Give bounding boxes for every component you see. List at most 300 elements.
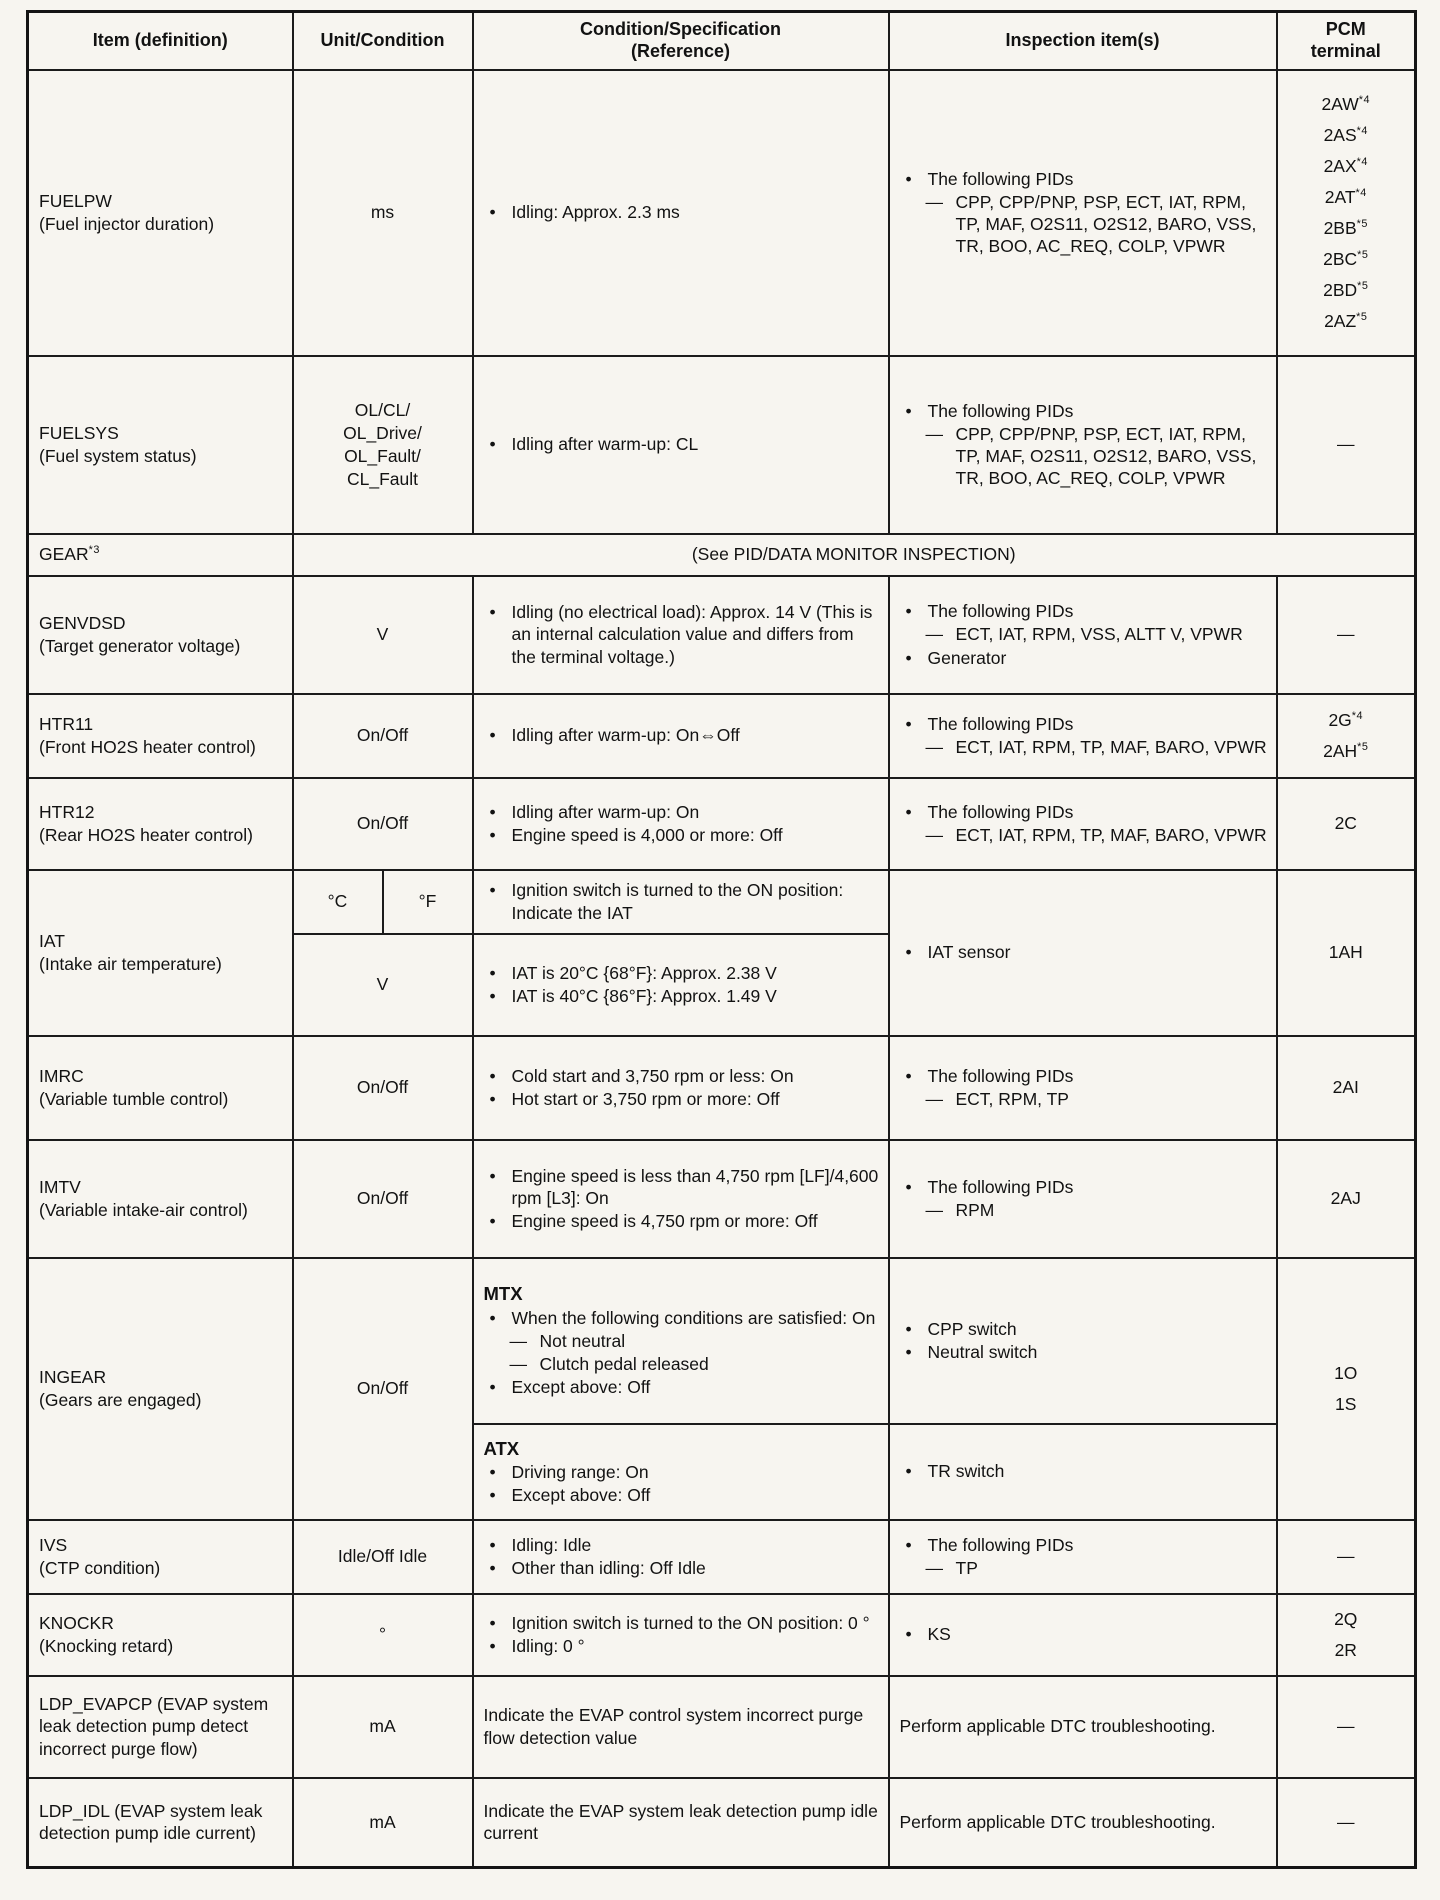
unit-celsius: °C xyxy=(327,891,348,912)
row-ivs xyxy=(28,1520,1416,1594)
list-item xyxy=(482,985,880,1007)
list-item-text: 2AH xyxy=(1323,741,1358,761)
bullet-marker: • xyxy=(489,1612,496,1633)
list-item xyxy=(482,201,880,223)
item-name xyxy=(39,543,284,565)
list-item xyxy=(898,647,1268,669)
cell-spec xyxy=(473,778,889,870)
list-item-text: MTX xyxy=(483,1283,523,1305)
bullet-marker: • xyxy=(489,1211,496,1232)
bullet-marker: • xyxy=(489,1485,496,1506)
terminal-superscript: *4 xyxy=(1356,155,1368,168)
terminal-superscript: *5 xyxy=(1356,311,1368,324)
item-name: IAT xyxy=(39,931,65,952)
dash-marker: — xyxy=(925,1089,943,1109)
item-definition: (Variable tumble control) xyxy=(39,1088,229,1109)
list-item-text: 2AX xyxy=(1323,155,1357,176)
cell-spec xyxy=(473,1520,889,1594)
list-item xyxy=(1280,1807,1413,1837)
list-item xyxy=(1280,244,1413,274)
cell-item xyxy=(28,1258,293,1520)
cell-spec xyxy=(473,934,889,1036)
bullet-marker: • xyxy=(905,1534,912,1555)
bullet-marker: • xyxy=(905,1176,912,1197)
list-item-text: ECT, RPM, TP xyxy=(955,1089,1069,1109)
cell-inspection xyxy=(889,576,1277,694)
cell-inspection xyxy=(889,1036,1277,1140)
cell-inspection xyxy=(889,870,1277,1036)
bullet-marker: • xyxy=(905,1624,912,1645)
cell-pcm-terminal xyxy=(1277,1520,1416,1594)
cell-unit xyxy=(293,356,473,534)
list-item xyxy=(898,168,1268,190)
bullet-marker: • xyxy=(905,168,912,189)
list-item-text: CL_Fault xyxy=(346,469,418,490)
bullet-marker: • xyxy=(905,1318,912,1339)
row-imtv xyxy=(28,1140,1416,1258)
cell-item xyxy=(28,694,293,778)
list-item-text: Neutral switch xyxy=(927,1342,1038,1362)
item-definition: (Fuel injector duration) xyxy=(39,213,215,234)
cell-inspection xyxy=(889,1594,1277,1676)
row-gear xyxy=(28,534,1416,576)
list-item xyxy=(898,1534,1268,1556)
cell-item xyxy=(28,1140,293,1258)
list-item-text: IAT is 20°C {68°F}: Approx. 2.38 V xyxy=(511,962,777,983)
list-item xyxy=(898,423,1268,490)
list-item-text: The following PIDs xyxy=(927,713,1074,734)
list-item-text: Other than idling: Off Idle xyxy=(511,1558,706,1578)
cell-pcm-terminal xyxy=(1277,1258,1416,1520)
list-item-text: Engine speed is 4,000 or more: Off xyxy=(511,825,783,845)
list-item-text: IAT is 40°C {86°F}: Approx. 1.49 V xyxy=(511,986,777,1006)
list-item xyxy=(898,1460,1268,1482)
cell-unit: mA xyxy=(293,1778,473,1868)
cell-inspection-atx xyxy=(889,1424,1277,1520)
cell-item xyxy=(28,1520,293,1594)
list-item xyxy=(898,1341,1268,1363)
dash-marker: — xyxy=(925,737,943,757)
list-item-text: Idling: 0 ° xyxy=(511,1636,585,1656)
list-item xyxy=(1280,213,1413,243)
terminal-superscript: *4 xyxy=(1355,187,1367,200)
cell-unit: On/Off xyxy=(293,1140,473,1258)
list-item-text: — xyxy=(1337,1812,1355,1833)
cell-inspection xyxy=(889,356,1277,534)
list-item xyxy=(482,1376,880,1398)
list-item-text: Engine speed is less than 4,750 rpm [LF]/4,600 rpm [L3]: On xyxy=(511,1165,879,1208)
cell-spec xyxy=(473,70,889,356)
cell-inspection xyxy=(889,1140,1277,1258)
bullet-marker: • xyxy=(489,202,496,223)
list-item-text: — xyxy=(1337,1546,1355,1567)
terminal-superscript: *4 xyxy=(1356,124,1368,137)
list-item-text: Cold start and 3,750 rpm or less: On xyxy=(511,1065,794,1086)
dash-marker: — xyxy=(509,1354,527,1375)
list-item xyxy=(898,1199,1268,1221)
list-item-text: — xyxy=(1337,624,1355,645)
list-item xyxy=(1280,89,1413,119)
list-item-text: IAT sensor xyxy=(927,942,1011,963)
list-item xyxy=(898,1088,1268,1110)
item-definition: (CTP condition) xyxy=(39,1557,161,1578)
list-item-text: Except above: Off xyxy=(511,1377,651,1398)
list-item-text: Perform applicable DTC troubleshooting. xyxy=(899,1812,1216,1833)
cell-pcm-terminal xyxy=(1277,1676,1416,1778)
bullet-marker: • xyxy=(489,1462,496,1483)
cell-inspection xyxy=(889,1778,1277,1868)
item-definition: (Front HO2S heater control) xyxy=(39,736,256,757)
list-item-text: When the following conditions are satisfied: On xyxy=(511,1307,876,1328)
item-name: GENVDSD xyxy=(39,613,126,634)
list-item xyxy=(482,1534,880,1556)
list-item xyxy=(1280,1072,1413,1102)
list-item xyxy=(300,422,466,444)
list-item xyxy=(482,1704,880,1748)
list-item-text: Perform applicable DTC troubleshooting. xyxy=(899,1716,1216,1737)
list-item xyxy=(482,879,880,923)
list-item xyxy=(1280,736,1413,766)
list-item-text: 2BC xyxy=(1323,249,1358,270)
col-header-pcm xyxy=(1277,12,1416,70)
list-item xyxy=(482,1800,880,1844)
cell-item xyxy=(28,778,293,870)
item-definition: (Knocking retard) xyxy=(39,1635,174,1656)
header-row xyxy=(28,12,1416,70)
bullet-marker: • xyxy=(905,601,912,622)
list-item xyxy=(482,824,880,846)
cell-pcm-terminal xyxy=(1277,1140,1416,1258)
bullet-marker: • xyxy=(905,1342,912,1362)
list-item xyxy=(482,1484,880,1506)
cell-inspection xyxy=(889,1676,1277,1778)
dash-marker: — xyxy=(925,1200,943,1220)
list-item-text: KS xyxy=(927,1624,951,1645)
list-item-text: TR switch xyxy=(927,1461,1005,1482)
list-item xyxy=(482,1210,880,1232)
bullet-marker: • xyxy=(489,434,496,455)
terminal-superscript: *5 xyxy=(1356,218,1368,231)
list-item-text: — xyxy=(1337,1716,1355,1737)
bullet-marker: • xyxy=(489,801,496,822)
row-imrc xyxy=(28,1036,1416,1140)
list-item xyxy=(1280,120,1413,150)
list-item xyxy=(898,1715,1268,1737)
cell-spec-atx xyxy=(473,1424,889,1520)
list-item-text: — xyxy=(1337,434,1355,455)
item-definition: (Variable intake-air control) xyxy=(39,1199,248,1220)
terminal-superscript: *5 xyxy=(1357,280,1369,293)
list-item xyxy=(1280,182,1413,212)
list-item xyxy=(898,801,1268,823)
list-item xyxy=(898,713,1268,735)
item-definition: (Gears are engaged) xyxy=(39,1389,202,1410)
list-item xyxy=(1280,1711,1413,1741)
bullet-marker: • xyxy=(905,942,912,963)
row-ldp-evapcp xyxy=(28,1676,1416,1778)
cell-unit-temperature xyxy=(293,870,473,934)
list-item xyxy=(482,1437,880,1460)
bullet-marker: • xyxy=(905,1065,912,1086)
list-item xyxy=(482,1088,880,1110)
item-definition: (Target generator voltage) xyxy=(39,635,241,656)
cell-item xyxy=(28,1778,293,1868)
cell-pcm-terminal xyxy=(1277,356,1416,534)
list-item xyxy=(300,468,466,490)
cell-unit: ms xyxy=(293,70,473,356)
row-htr12 xyxy=(28,778,1416,870)
col-header-spec-line1: Condition/Specification xyxy=(580,19,781,40)
list-item-text: CPP, CPP/PNP, PSP, ECT, IAT, RPM, TP, MAF, O2S11, O2S12, BARO, VSS, TR, BOO, AC_REQ, COLP, VPWR xyxy=(955,423,1257,489)
terminal-superscript: *4 xyxy=(1358,93,1371,106)
list-item-text: 2AT xyxy=(1324,186,1356,207)
cell-spec xyxy=(473,870,889,934)
cell-spec xyxy=(473,1036,889,1140)
item-name: LDP_IDL (EVAP system leak detection pump idle current) xyxy=(39,1801,263,1844)
list-item xyxy=(898,1176,1268,1198)
list-item-text: Except above: Off xyxy=(511,1485,651,1506)
list-item xyxy=(482,1612,880,1634)
list-item xyxy=(1280,1604,1413,1634)
list-item-text: Not neutral xyxy=(539,1331,626,1352)
col-header-spec-line2: (Reference) xyxy=(630,40,731,61)
cell-unit: V xyxy=(293,576,473,694)
list-item-text: 2R xyxy=(1334,1640,1357,1660)
cell-unit: On/Off xyxy=(293,694,473,778)
list-item-text: 2BD xyxy=(1323,280,1358,301)
list-item xyxy=(898,1318,1268,1340)
list-item-text: The following PIDs xyxy=(927,1176,1074,1197)
list-item xyxy=(482,1557,880,1579)
dash-marker: — xyxy=(925,1558,943,1578)
row-knockr xyxy=(28,1594,1416,1676)
list-item xyxy=(1280,1358,1413,1388)
list-item xyxy=(898,623,1268,645)
unit-fahrenheit: °F xyxy=(382,871,472,933)
list-item xyxy=(898,941,1268,963)
list-item xyxy=(898,824,1268,846)
list-item xyxy=(300,399,466,421)
cell-pcm-terminal xyxy=(1277,870,1416,1036)
row-htr11 xyxy=(28,694,1416,778)
cell-unit: On/Off xyxy=(293,778,473,870)
cell-unit: Idle/Off Idle xyxy=(293,1520,473,1594)
bullet-marker: • xyxy=(489,602,496,623)
dash-marker: — xyxy=(509,1331,527,1352)
bullet-marker: • xyxy=(905,801,912,822)
item-definition: (Fuel system status) xyxy=(39,445,197,466)
row-ingear-mtx xyxy=(28,1258,1416,1424)
cell-spec xyxy=(473,356,889,534)
col-header-pcm-line1: PCM xyxy=(1325,19,1366,40)
bullet-marker: • xyxy=(489,1377,496,1398)
list-item xyxy=(482,1307,880,1329)
list-item-text: The following PIDs xyxy=(927,400,1074,421)
cell-inspection xyxy=(889,1520,1277,1594)
cell-item xyxy=(28,534,293,576)
cell-pcm-terminal xyxy=(1277,1594,1416,1676)
list-item xyxy=(898,191,1268,258)
bullet-marker: • xyxy=(489,725,496,746)
list-item-text: Idling: Approx. 2.3 ms xyxy=(511,202,680,223)
list-item xyxy=(898,736,1268,758)
cell-inspection xyxy=(889,70,1277,356)
cell-pcm-terminal xyxy=(1277,1036,1416,1140)
list-item-text: The following PIDs xyxy=(927,801,1074,822)
list-item-text: 1AH xyxy=(1328,942,1363,963)
cell-spec xyxy=(473,1778,889,1868)
bullet-marker: • xyxy=(489,1558,496,1578)
list-item xyxy=(482,1065,880,1087)
list-item xyxy=(1280,1389,1413,1419)
bullet-marker: • xyxy=(489,825,496,845)
row-iat-temp xyxy=(28,870,1416,934)
terminal-superscript: *5 xyxy=(1357,741,1369,754)
list-item-text: The following PIDs xyxy=(927,1534,1074,1555)
list-item-text: 2C xyxy=(1334,813,1357,834)
list-item xyxy=(482,1282,880,1305)
bullet-marker: • xyxy=(489,1534,496,1555)
list-item-text: RPM xyxy=(955,1200,995,1220)
list-item xyxy=(482,1461,880,1483)
item-definition: (Rear HO2S heater control) xyxy=(39,824,253,845)
list-item-text: 2AW xyxy=(1321,93,1359,114)
list-item-text: Ignition switch is turned to the ON position: Indicate the IAT xyxy=(511,880,844,923)
dash-marker: — xyxy=(925,423,943,444)
item-name: IMRC xyxy=(39,1066,84,1087)
row-genvdsd xyxy=(28,576,1416,694)
list-item-text: CPP switch xyxy=(927,1318,1017,1339)
list-item xyxy=(898,1557,1268,1579)
list-item xyxy=(482,601,880,668)
item-name: FUELPW xyxy=(39,191,112,212)
bullet-marker: • xyxy=(905,400,912,421)
cell-spec-mtx xyxy=(473,1258,889,1424)
bullet-marker: • xyxy=(905,1461,912,1482)
dash-marker: — xyxy=(925,191,943,212)
cell-item xyxy=(28,70,293,356)
bullet-marker: • xyxy=(489,880,496,901)
row-fuelsys xyxy=(28,356,1416,534)
cell-spec xyxy=(473,1676,889,1778)
list-item xyxy=(1280,429,1413,459)
list-item xyxy=(1280,808,1413,838)
list-item-text: 2AJ xyxy=(1330,1188,1361,1209)
list-item xyxy=(1280,1635,1413,1665)
pid-spec-table xyxy=(26,10,1417,1869)
cell-unit: mA xyxy=(293,1676,473,1778)
row-ldp-idl xyxy=(28,1778,1416,1868)
dash-marker: — xyxy=(925,825,943,845)
list-item xyxy=(1280,275,1413,305)
bullet-marker: • xyxy=(489,1636,496,1656)
list-item xyxy=(482,1330,880,1352)
list-item-text: ATX xyxy=(483,1437,520,1459)
list-item-text: CPP, CPP/PNP, PSP, ECT, IAT, RPM, TP, MAF, O2S11, O2S12, BARO, VSS, TR, BOO, AC_REQ, COLP, VPWR xyxy=(955,191,1257,257)
list-item xyxy=(482,1635,880,1657)
col-header-unit: Unit/Condition xyxy=(293,12,473,70)
list-item xyxy=(482,801,880,823)
list-item xyxy=(482,433,880,455)
list-item xyxy=(898,1623,1268,1645)
list-item xyxy=(300,445,466,467)
bullet-marker: • xyxy=(489,986,496,1006)
list-item-text: ECT, IAT, RPM, VSS, ALTT V, VPWR xyxy=(955,624,1243,645)
list-item-text: Idling after warm-up: On⇔Off xyxy=(511,725,740,746)
list-item xyxy=(1280,937,1413,967)
bullet-marker: • xyxy=(905,713,912,734)
cell-pcm-terminal xyxy=(1277,1778,1416,1868)
item-name: FUELSYS xyxy=(39,423,119,444)
cell-inspection xyxy=(889,778,1277,870)
list-item xyxy=(898,400,1268,422)
cell-item xyxy=(28,1676,293,1778)
item-name-superscript: *3 xyxy=(88,544,100,557)
col-header-item: Item (definition) xyxy=(28,12,293,70)
item-name-text: GEAR xyxy=(39,544,89,565)
list-item-text: OL_Fault/ xyxy=(344,446,421,466)
cell-item xyxy=(28,1594,293,1676)
list-item xyxy=(1280,306,1413,336)
terminal-superscript: *5 xyxy=(1357,249,1369,262)
list-item-text: Driving range: On xyxy=(511,1462,649,1483)
item-name: HTR12 xyxy=(39,802,95,823)
bullet-marker: • xyxy=(489,962,496,983)
bullet-marker: • xyxy=(489,1165,496,1186)
col-header-inspection: Inspection item(s) xyxy=(889,12,1277,70)
list-item xyxy=(1280,619,1413,649)
cell-unit: On/Off xyxy=(293,1036,473,1140)
cell-inspection-mtx xyxy=(889,1258,1277,1424)
list-item-text: Ignition switch is turned to the ON position: 0 ° xyxy=(511,1612,870,1633)
list-item xyxy=(898,1065,1268,1087)
list-item-text: TP xyxy=(955,1558,978,1578)
list-item-text: 2BB xyxy=(1323,218,1357,238)
list-item-text: 2AS xyxy=(1323,124,1357,145)
list-item-text: ECT, IAT, RPM, TP, MAF, BARO, VPWR xyxy=(955,825,1267,845)
cell-unit: On/Off xyxy=(293,1258,473,1520)
terminal-superscript: *4 xyxy=(1351,710,1364,723)
list-item-text: Clutch pedal released xyxy=(539,1354,709,1375)
col-header-spec xyxy=(473,12,889,70)
item-name: KNOCKR xyxy=(39,1613,114,1634)
list-item xyxy=(482,1353,880,1375)
bullet-marker: • xyxy=(905,647,912,668)
cell-gear-note: (See PID/DATA MONITOR INSPECTION) xyxy=(293,534,1416,576)
item-name: IMTV xyxy=(39,1177,81,1198)
list-item-text: Hot start or 3,750 rpm or more: Off xyxy=(511,1089,780,1109)
list-item-text: Idling (no electrical load): Approx. 14 V (This is an internal calculation value and differs from the terminal voltage.) xyxy=(511,602,873,667)
cell-unit: ° xyxy=(293,1594,473,1676)
cell-item xyxy=(28,356,293,534)
list-item-text: The following PIDs xyxy=(927,168,1074,189)
item-name: LDP_EVAPCP (EVAP system leak detection pump detect incorrect purge flow) xyxy=(39,1694,269,1759)
list-item xyxy=(1280,705,1413,735)
bullet-marker: • xyxy=(489,1065,496,1086)
row-fuelpw xyxy=(28,70,1416,356)
cell-item xyxy=(28,1036,293,1140)
bullet-marker: • xyxy=(489,1089,496,1109)
cell-spec xyxy=(473,576,889,694)
list-item-text: 1O xyxy=(1334,1362,1358,1383)
list-item-text: Idling after warm-up: On xyxy=(511,801,700,822)
item-name: INGEAR xyxy=(39,1367,107,1388)
list-item xyxy=(1280,151,1413,181)
cell-pcm-terminal xyxy=(1277,694,1416,778)
list-item-text: The following PIDs xyxy=(927,1065,1074,1086)
cell-item xyxy=(28,870,293,1036)
list-item-text: 2G xyxy=(1328,709,1352,730)
